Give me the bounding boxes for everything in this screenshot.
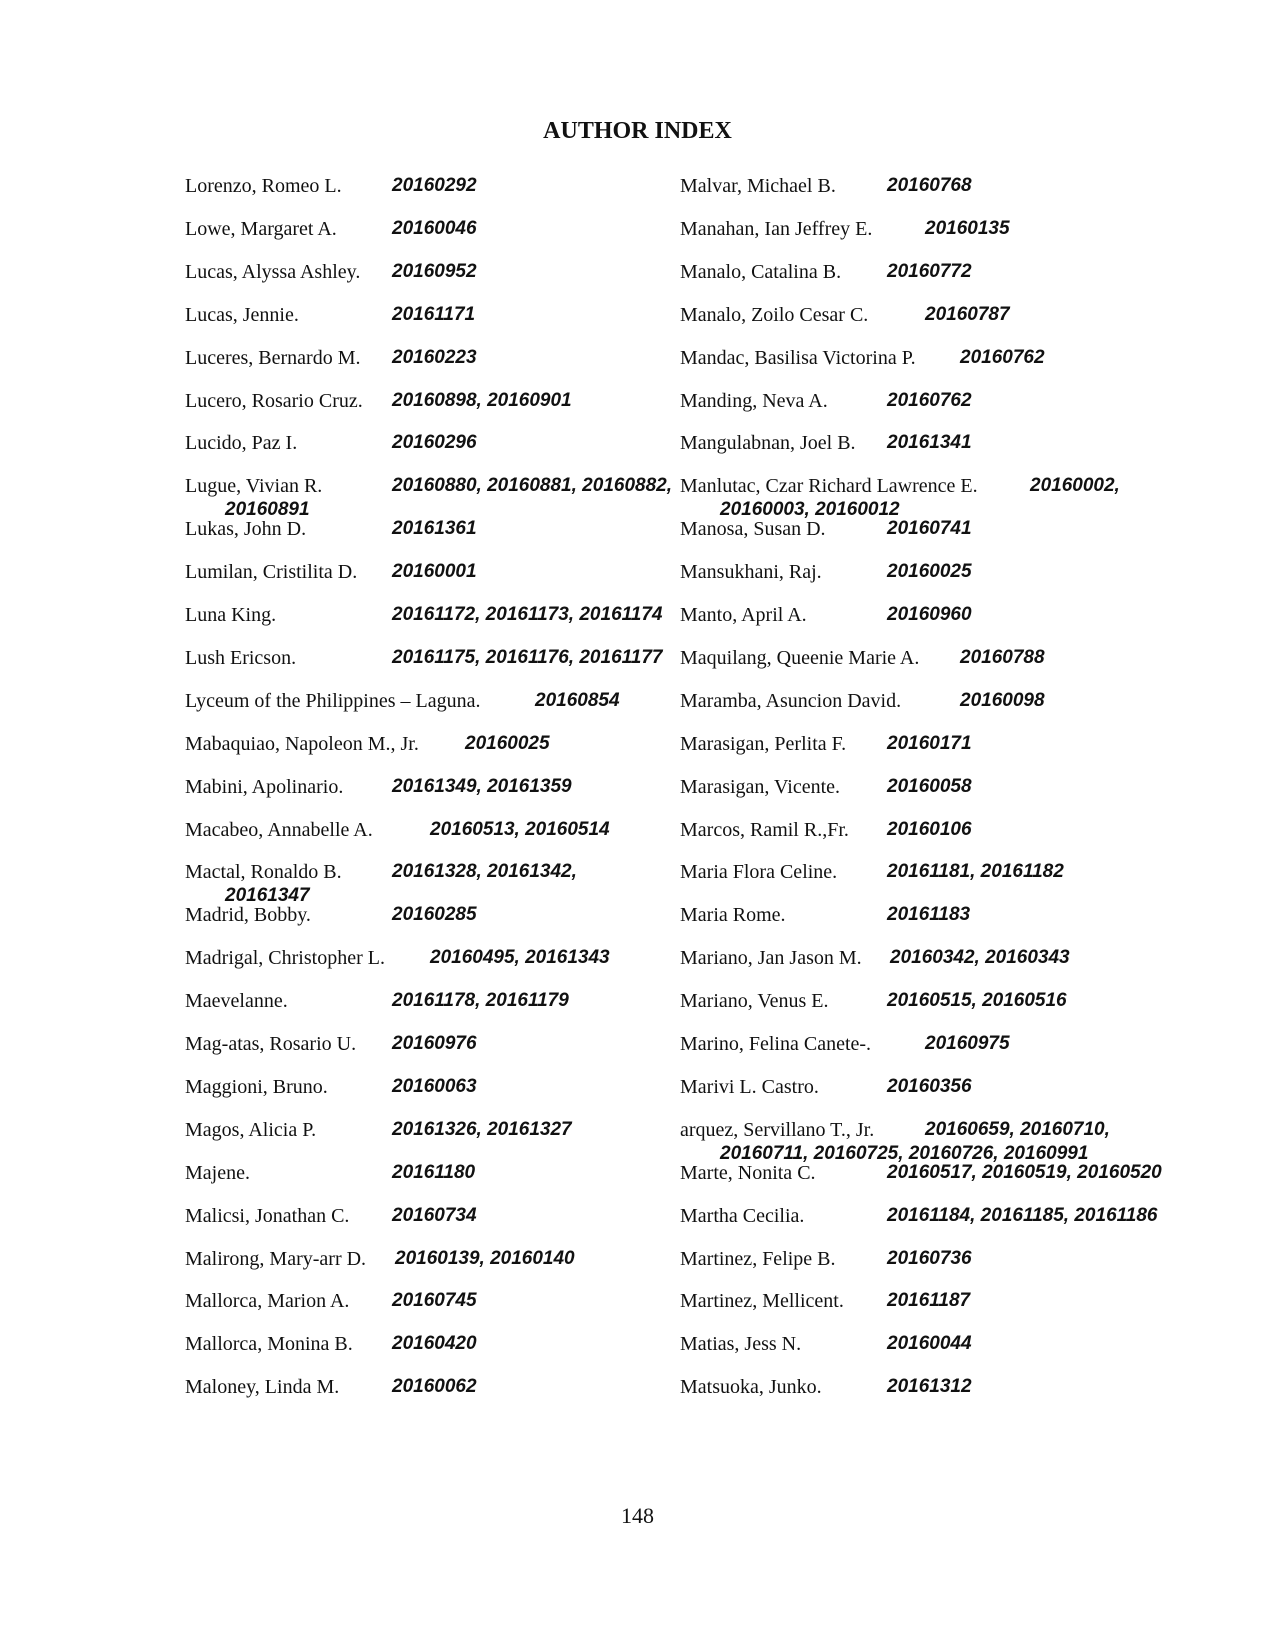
- index-entry: [680, 174, 1130, 198]
- entry-ids: 20161181, 20161182: [887, 861, 1064, 882]
- entry-ids: 20160960: [887, 604, 972, 625]
- entry-ids: 20160515, 20160516: [887, 990, 1067, 1011]
- index-entry: [680, 732, 1130, 756]
- entry-ids: 20161361: [392, 518, 477, 539]
- entry-ids: 20160342, 20160343: [890, 947, 1070, 968]
- author-name: Mangulabnan, Joel B.: [680, 432, 856, 454]
- index-entry: [680, 517, 1130, 541]
- entry-ids: 20160098: [960, 690, 1045, 711]
- entry-ids: 20161183: [887, 904, 971, 925]
- entry-ids: 20160356: [887, 1076, 972, 1097]
- author-name: Madrigal, Christopher L.: [185, 947, 385, 969]
- entry-ids: 20160772: [887, 261, 972, 282]
- index-entry: [680, 1161, 1162, 1185]
- author-name: Lumilan, Cristilita D.: [185, 561, 358, 583]
- author-name: Marivi L. Castro.: [680, 1076, 819, 1098]
- author-name: Malvar, Michael B.: [680, 175, 836, 197]
- entry-ids: 20161312: [887, 1376, 972, 1397]
- entry-ids: 20160025: [887, 561, 972, 582]
- index-entry: [185, 903, 655, 927]
- index-entry: [185, 174, 655, 198]
- author-name: Lyceum of the Philippines – Laguna.: [185, 690, 481, 712]
- author-name: Manosa, Susan D.: [680, 518, 826, 540]
- author-name: Maria Rome.: [680, 904, 786, 926]
- author-name: Manahan, Ian Jeffrey E.: [680, 218, 873, 240]
- author-name: Matias, Jess N.: [680, 1333, 802, 1355]
- index-entry: [185, 1032, 655, 1056]
- author-name: Majene.: [185, 1162, 250, 1184]
- entry-ids: 20160420: [392, 1333, 477, 1354]
- index-entry: [185, 818, 655, 842]
- author-name: Lowe, Margaret A.: [185, 218, 337, 240]
- index-entry: [185, 1075, 655, 1099]
- author-name: Lucas, Jennie.: [185, 304, 299, 326]
- author-name: Marasigan, Vicente.: [680, 776, 841, 798]
- entry-ids: 20160762: [960, 347, 1045, 368]
- entry-ids: 20160975: [925, 1033, 1010, 1054]
- author-name: Manalo, Zoilo Cesar C.: [680, 304, 869, 326]
- author-name: Magos, Alicia P.: [185, 1119, 317, 1141]
- entry-ids-continued: 20160003, 20160012: [720, 499, 900, 520]
- index-entry: [680, 1032, 1130, 1056]
- entry-ids: 20161180: [392, 1162, 476, 1183]
- index-entry: [185, 1332, 655, 1356]
- index-entry: [680, 217, 1130, 241]
- author-name: Matsuoka, Junko.: [680, 1376, 822, 1398]
- author-name: Maevelanne.: [185, 990, 288, 1012]
- index-entry: [680, 560, 1130, 584]
- author-name: Maramba, Asuncion David.: [680, 690, 902, 712]
- author-name: Lucido, Paz I.: [185, 432, 298, 454]
- index-entry: [680, 989, 1130, 1013]
- author-name: Maria Flora Celine.: [680, 861, 838, 883]
- author-name: Maggioni, Bruno.: [185, 1076, 328, 1098]
- entry-ids: 20160741: [887, 518, 972, 539]
- entry-ids: 20160285: [392, 904, 477, 925]
- index-entry: [680, 775, 1130, 799]
- author-name: Mactal, Ronaldo B.: [185, 861, 342, 883]
- index-entry: [185, 1247, 655, 1271]
- entry-ids: 20160976: [392, 1033, 477, 1054]
- author-name: Lucero, Rosario Cruz.: [185, 390, 363, 412]
- author-name: Mandac, Basilisa Victorina P.: [680, 347, 916, 369]
- author-name: Luceres, Bernardo M.: [185, 347, 361, 369]
- entry-ids: 20160787: [925, 304, 1010, 325]
- author-name: Marcos, Ramil R.,Fr.: [680, 819, 849, 841]
- author-name: Martinez, Mellicent.: [680, 1290, 844, 1312]
- author-name: Mallorca, Monina B.: [185, 1333, 353, 1355]
- entry-ids: 20160788: [960, 647, 1045, 668]
- index-entry: [680, 818, 1130, 842]
- entry-ids: 20160734: [392, 1205, 477, 1226]
- index-entry: [185, 946, 655, 970]
- index-entry: [680, 346, 1130, 370]
- index-entry: [680, 1375, 1130, 1399]
- entry-ids: 20160768: [887, 175, 972, 196]
- author-name: Malicsi, Jonathan C.: [185, 1205, 350, 1227]
- entry-ids-continued: 20160711, 20160725, 20160726, 20160991: [720, 1143, 1089, 1164]
- author-name: Lugue, Vivian R.: [185, 475, 323, 497]
- index-entry: [680, 603, 1130, 627]
- entry-ids: 20160135: [925, 218, 1010, 239]
- index-entry: [185, 346, 655, 370]
- entry-ids: 20160002,: [1030, 475, 1120, 496]
- entry-ids: 20160898, 20160901: [392, 390, 572, 411]
- index-entry: [680, 1289, 1130, 1313]
- index-entry: [680, 1075, 1130, 1099]
- index-entry: [185, 431, 655, 455]
- index-entry: [185, 1375, 655, 1399]
- entry-ids: 20160106: [887, 819, 972, 840]
- entry-ids: 20160296: [392, 432, 477, 453]
- author-name: Martha Cecilia.: [680, 1205, 805, 1227]
- author-name: Mabaquiao, Napoleon M., Jr.: [185, 733, 419, 755]
- index-entry: [185, 732, 655, 756]
- entry-ids: 20160513, 20160514: [430, 819, 610, 840]
- entry-ids: 20160171: [887, 733, 972, 754]
- index-entry: [680, 646, 1130, 670]
- index-entry: [680, 389, 1130, 413]
- index-entry: [680, 1204, 1158, 1228]
- entry-ids: 20160223: [392, 347, 477, 368]
- index-entry: [680, 303, 1130, 327]
- author-name: Lukas, John D.: [185, 518, 307, 540]
- entry-ids: 20160495, 20161343: [430, 947, 610, 968]
- index-entry: [185, 989, 655, 1013]
- entry-ids: 20160139, 20160140: [395, 1248, 575, 1269]
- entry-ids: 20160745: [392, 1290, 477, 1311]
- entry-ids: 20161184, 20161185, 20161186: [887, 1205, 1158, 1226]
- index-entry: [185, 217, 655, 241]
- author-name: Manlutac, Czar Richard Lawrence E.: [680, 475, 978, 497]
- index-entry: [680, 260, 1130, 284]
- page-title: AUTHOR INDEX: [543, 118, 732, 144]
- index-entry: [185, 646, 663, 670]
- index-entry: [185, 517, 655, 541]
- entry-ids: 20161341: [887, 432, 972, 453]
- index-entry: [185, 603, 663, 627]
- author-name: Marino, Felina Canete-.: [680, 1033, 872, 1055]
- entry-ids: 20160952: [392, 261, 477, 282]
- page-number: 148: [621, 1503, 654, 1528]
- entry-ids: 20161349, 20161359: [392, 776, 572, 797]
- entry-ids: 20161187: [887, 1290, 971, 1311]
- index-entry: [185, 1161, 655, 1185]
- entry-ids: 20160063: [392, 1076, 477, 1097]
- entry-ids: 20160517, 20160519, 20160520: [887, 1162, 1162, 1183]
- entry-ids: 20161326, 20161327: [392, 1119, 572, 1140]
- author-name: Manalo, Catalina B.: [680, 261, 842, 283]
- index-entry: [185, 260, 655, 284]
- entry-ids: 20160736: [887, 1248, 972, 1269]
- entry-ids: 20161178, 20161179: [392, 990, 569, 1011]
- entry-ids: 20161328, 20161342,: [392, 861, 577, 882]
- entry-ids: 20160025: [465, 733, 550, 754]
- author-name: Manding, Neva A.: [680, 390, 828, 412]
- author-name: Mag-atas, Rosario U.: [185, 1033, 357, 1055]
- author-name: Lush Ericson.: [185, 647, 297, 669]
- author-name: Maloney, Linda M.: [185, 1376, 340, 1398]
- entry-ids: 20160292: [392, 175, 477, 196]
- index-entry: [680, 689, 1130, 713]
- author-name: Lorenzo, Romeo L.: [185, 175, 342, 197]
- entry-ids: 20160044: [887, 1333, 972, 1354]
- entry-ids: 20161175, 20161176, 20161177: [392, 647, 663, 668]
- index-entry: [680, 1247, 1130, 1271]
- author-name: Luna King.: [185, 604, 277, 626]
- entry-ids: 20160762: [887, 390, 972, 411]
- index-entry: [185, 474, 672, 522]
- entry-ids: 20160001: [392, 561, 477, 582]
- index-entry: [680, 860, 1130, 884]
- author-name: Martinez, Felipe B.: [680, 1248, 836, 1270]
- index-entry: [680, 1118, 1130, 1166]
- author-name: Mansukhani, Raj.: [680, 561, 822, 583]
- author-name: Malirong, Mary-arr D.: [185, 1248, 367, 1270]
- entry-ids: 20160058: [887, 776, 972, 797]
- author-name: Marasigan, Perlita F.: [680, 733, 847, 755]
- index-entry: [185, 303, 655, 327]
- author-name: arquez, Servillano T., Jr.: [680, 1119, 875, 1141]
- author-name: Manto, April A.: [680, 604, 807, 626]
- index-entry: [680, 946, 1130, 970]
- entry-ids-continued: 20160891: [225, 499, 310, 520]
- index-entry: [185, 1289, 655, 1313]
- entry-ids-continued: 20161347: [225, 885, 310, 906]
- author-name: Marte, Nonita C.: [680, 1162, 816, 1184]
- index-entry: [680, 903, 1130, 927]
- entry-ids: 20160659, 20160710,: [925, 1119, 1110, 1140]
- index-entry: [185, 775, 655, 799]
- index-entry: [185, 1118, 655, 1142]
- index-entry: [185, 689, 655, 713]
- entry-ids: 20160854: [535, 690, 620, 711]
- author-name: Lucas, Alyssa Ashley.: [185, 261, 361, 283]
- author-name: Mabini, Apolinario.: [185, 776, 344, 798]
- index-entry: [680, 1332, 1130, 1356]
- author-name: Macabeo, Annabelle A.: [185, 819, 373, 841]
- index-entry: [680, 431, 1130, 455]
- entry-ids: 20161172, 20161173, 20161174: [392, 604, 663, 625]
- author-name: Madrid, Bobby.: [185, 904, 311, 926]
- entry-ids: 20161171: [392, 304, 476, 325]
- entry-ids: 20160046: [392, 218, 477, 239]
- entry-ids: 20160880, 20160881, 20160882,: [392, 475, 672, 496]
- index-entry: [185, 560, 655, 584]
- index-entry: [185, 389, 655, 413]
- entry-ids: 20160062: [392, 1376, 477, 1397]
- index-entry: [185, 860, 655, 908]
- author-name: Mallorca, Marion A.: [185, 1290, 350, 1312]
- index-entry: [680, 474, 1130, 522]
- index-entry: [185, 1204, 655, 1228]
- author-name: Mariano, Jan Jason M.: [680, 947, 862, 969]
- author-name: Mariano, Venus E.: [680, 990, 829, 1012]
- author-name: Maquilang, Queenie Marie A.: [680, 647, 920, 669]
